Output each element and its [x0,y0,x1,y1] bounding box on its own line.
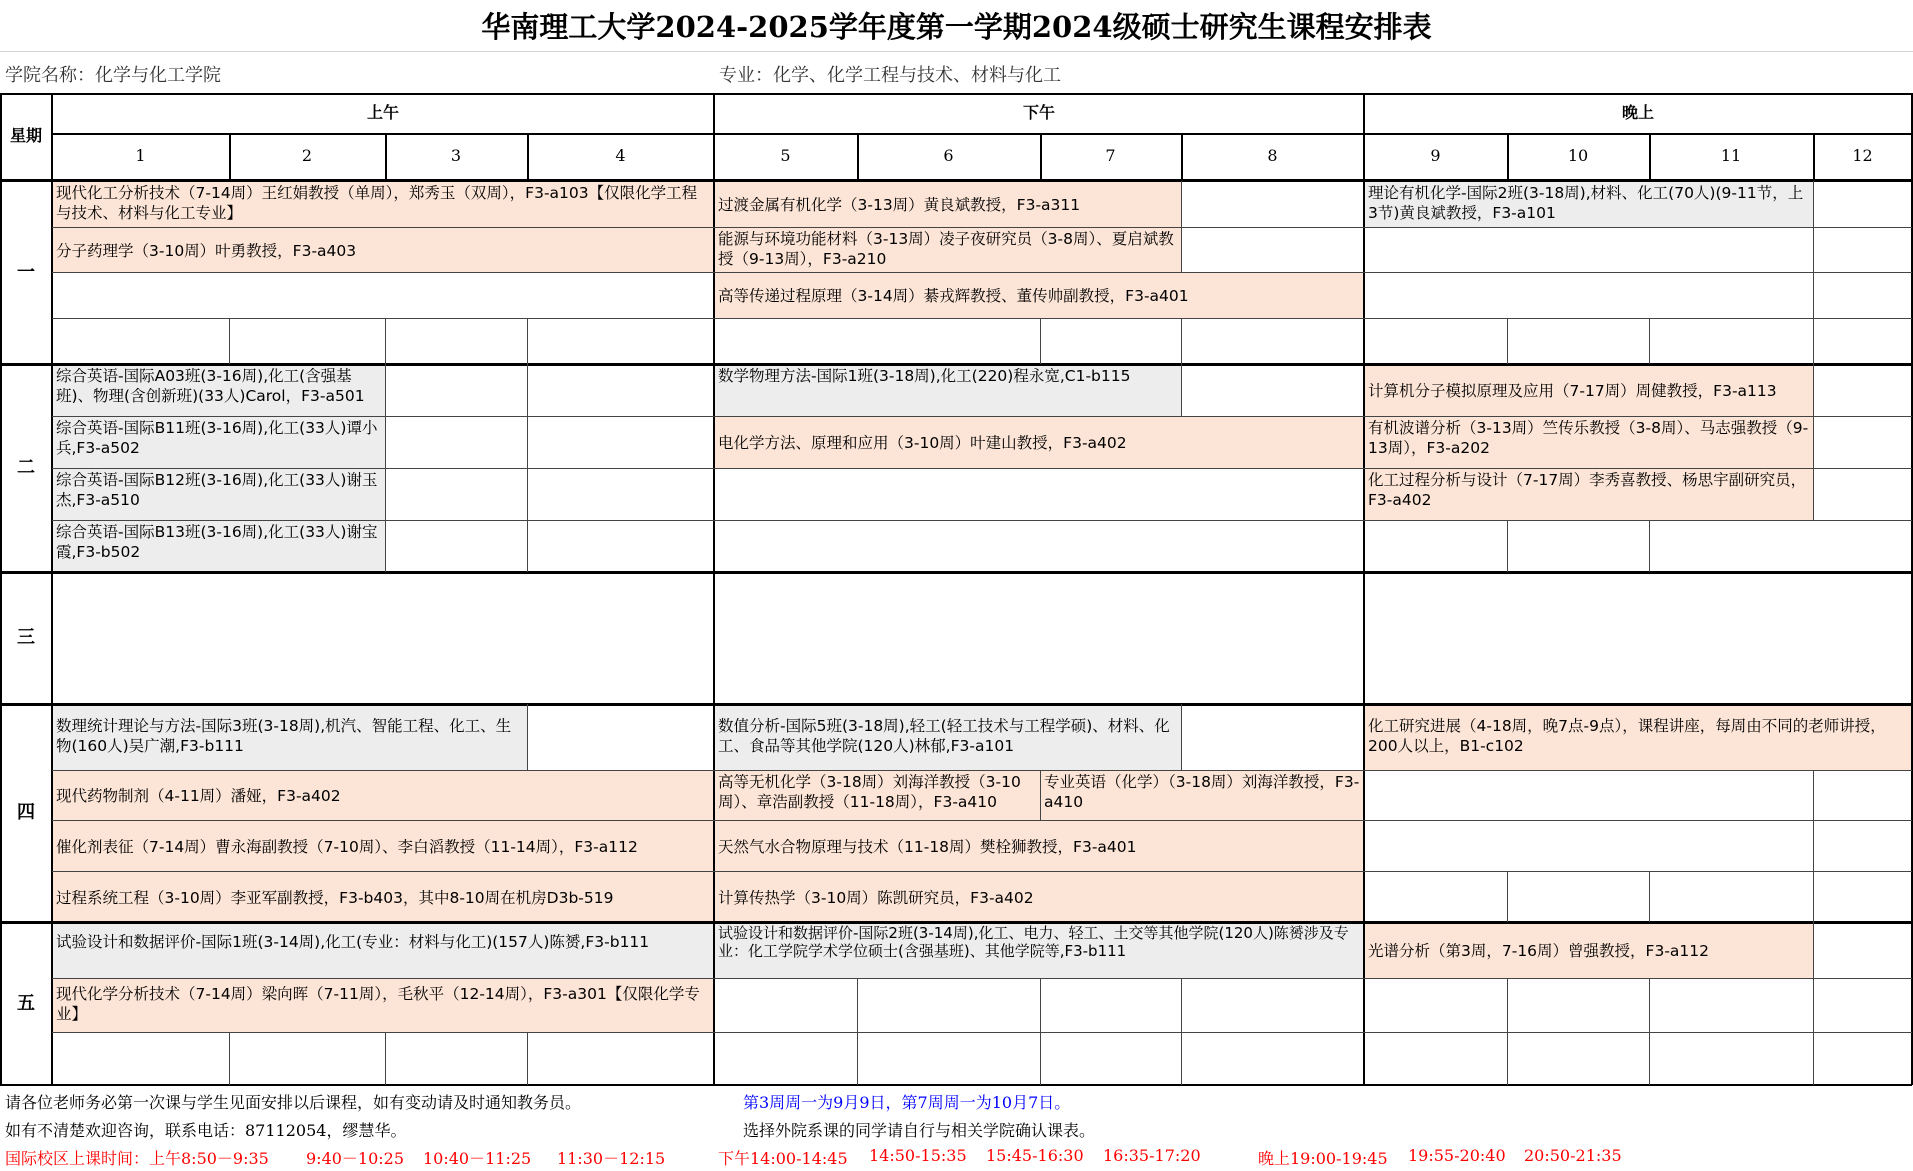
grid-line [527,1032,528,1085]
grid-line [1181,133,1183,179]
grid-line [385,1032,386,1085]
course-cell: 数理统计理论与方法-国际3班(3-18周),机汽、智能工程、化工、生物(160人)吴广潮,F3-b111 [52,704,527,770]
grid-line [1649,978,1650,1085]
day-thursday: 四 [17,802,35,823]
grid-line [385,364,386,572]
weekday-header: 星期 [9,126,42,145]
period-9: 9 [1430,146,1441,165]
grid-line [1181,364,1182,416]
evening-header: 晚上 [1621,103,1654,122]
day-tuesday: 二 [17,457,35,478]
class-time-afternoon-1: 下午14:00-14:45 [718,1149,848,1168]
grid-line [1649,133,1651,179]
period-1: 1 [135,146,146,165]
course-cell: 能源与环境功能材料（3-13周）凌子夜研究员（3-8周）、夏启斌教授（9-13周），F3-a210 [714,227,1181,272]
afternoon-header: 下午 [1022,103,1055,122]
period-12: 12 [1852,146,1873,165]
period-6: 6 [943,146,954,165]
grid-line [1181,978,1182,1085]
grid-line [1813,770,1814,922]
grid-line [1040,978,1041,1085]
grid-line [229,1032,230,1085]
course-cell: 计算机分子模拟原理及应用（7-17周）周健教授，F3-a113 [1364,364,1813,416]
course-cell: 分子药理学（3-10周）叶勇教授，F3-a403 [52,227,714,272]
grid-line [0,703,1912,706]
class-time-afternoon-4: 16:35-17:20 [1103,1146,1201,1165]
course-cell: 试验设计和数据评价-国际1班(3-14周),化工(专业：材料与化工)(157人)陈赟,F3-b111 [52,922,714,978]
course-cell: 理论有机化学-国际2班(3-18周),材料、化工(70人)(9-11节，上3节)黄良斌教授，F3-a101 [1364,181,1813,227]
grid-line [0,93,2,1085]
grid-line [52,1032,1912,1033]
class-time-morning-3: 10:40－11:25 [423,1149,532,1168]
grid-line [52,133,1912,135]
grid-line [1363,93,1365,1085]
course-cell: 过程系统工程（3-10周）李亚军副教授，F3-b403，其中8-10周在机房D3b-519 [52,871,714,922]
note-external-courses: 选择外院系课的同学请自行与相关学院确认课表。 [743,1121,1096,1140]
page-title: 华南理工大学2024-2025学年度第一学期2024级硕士研究生课程安排表 [0,0,1913,52]
grid-line [52,227,1912,228]
grid-line [229,318,230,364]
course-cell: 综合英语-国际B12班(3-16周),化工(33人)谢玉杰,F3-a510 [52,468,385,520]
class-time-evening-3: 20:50-21:35 [1524,1146,1622,1165]
grid-line [1813,318,1814,364]
grid-line [385,318,386,364]
course-cell: 现代化学分析技术（7-14周）梁向晖（7-11周），毛秋平（12-14周），F3-a301【仅限化学专业】 [52,978,714,1032]
note-contact-teachers: 请各位老师务必第一次课与学生见面安排以后课程，如有变动请及时通知教务员。 [5,1093,582,1112]
day-friday: 五 [17,992,35,1014]
grid-line [0,921,1912,924]
grid-line [52,318,1912,319]
grid-line [1813,133,1815,179]
class-time-afternoon-2: 14:50-15:35 [869,1146,967,1165]
course-cell: 电化学方法、原理和应用（3-10周）叶建山教授，F3-a402 [714,416,1364,468]
grid-line [0,179,1912,182]
course-cell: 综合英语-国际B11班(3-16周),化工(33人)谭小兵,F3-a502 [52,416,385,468]
grid-line [1649,871,1650,922]
period-11: 11 [1720,146,1742,165]
grid-line [1813,181,1814,318]
grid-line [51,93,53,1085]
grid-line [0,1084,1912,1086]
period-5: 5 [780,146,791,165]
grid-line [1181,318,1182,364]
grid-line [52,978,1912,979]
course-cell: 现代化工分析技术（7-14周）王红娟教授（单周），郑秀玉（双周），F3-a103【仅限化学工程与技术、材料与化工专业】 [52,181,714,227]
grid-line [1507,133,1509,179]
class-time-evening-2: 19:55-20:40 [1408,1146,1506,1165]
course-cell: 数值分析-国际5班(3-18周),轻工(轻工技术与工程学硕)、材料、化工、食品等其他学院(120人)林郁,F3-a101 [714,704,1181,770]
grid-line [1040,770,1041,820]
grid-line [1813,364,1814,520]
course-cell: 数学物理方法-国际1班(3-18周),化工(220)程永宽,C1-b115 [714,364,1181,416]
period-8: 8 [1267,146,1278,165]
grid-line [1181,704,1182,770]
grid-line [52,820,1912,821]
period-2: 2 [301,146,313,165]
grid-line [713,93,715,1085]
grid-line [0,93,1912,95]
grid-line [857,133,859,179]
grid-line [527,133,529,179]
course-cell: 计算传热学（3-10周）陈凯研究员，F3-a402 [714,871,1364,922]
grid-line [857,978,858,1085]
grid-line [1040,133,1042,179]
class-time-morning-1: 国际校区上课时间：上午8:50－9:35 [5,1149,269,1168]
grid-line [1649,520,1650,572]
college-name: 学院名称：化学与化工学院 [5,65,221,86]
grid-line [0,363,1912,366]
course-cell: 天然气水合物原理与技术（11-18周）樊栓狮教授，F3-a401 [714,820,1364,871]
course-cell: 综合英语-国际B13班(3-16周),化工(33人)谢宝霞,F3-b502 [52,520,385,572]
class-time-morning-4: 11:30－12:15 [557,1149,666,1168]
course-cell: 高等无机化学（3-18周）刘海洋教授（3-10周）、章浩副教授（11-18周），F3-a410 [714,770,1040,820]
period-7: 7 [1105,146,1116,165]
period-3: 3 [450,146,462,165]
course-cell: 化工过程分析与设计（7-17周）李秀喜教授、杨思宇副研究员，F3-a402 [1364,468,1813,520]
grid-line [1813,922,1814,1085]
note-week-dates: 第3周周一为9月9日，第7周周一为10月7日。 [743,1093,1071,1112]
period-10: 10 [1567,146,1589,165]
course-cell: 光谱分析（第3周，7-16周）曾强教授，F3-a112 [1364,922,1813,978]
morning-header: 上午 [366,103,399,122]
grid-line [385,133,387,179]
grid-line [1507,318,1508,364]
grid-line [1649,318,1650,364]
class-time-afternoon-3: 15:45-16:30 [986,1146,1084,1165]
day-wednesday: 三 [17,627,35,648]
grid-line [52,871,1912,872]
course-cell: 化工研究进展（4-18周，晚7点-9点），课程讲座，每周由不同的老师讲授，200人以上，B1-c102 [1364,704,1912,770]
grid-line [1181,181,1182,272]
grid-line [0,571,1912,574]
grid-line [52,468,1912,469]
class-time-evening-1: 晚上19:00-19:45 [1258,1149,1388,1168]
class-time-morning-2: 9:40－10:25 [306,1149,405,1168]
grid-line [52,416,1912,417]
course-cell: 催化剂表征（7-14周）曹永海副教授（7-10周）、李白滔教授（11-14周），F3-a112 [52,820,714,871]
grid-line [527,318,528,364]
grid-line [527,704,528,770]
note-consult: 如有不清楚欢迎咨询，联系电话：87112054，缪慧华。 [5,1121,407,1140]
course-cell: 过渡金属有机化学（3-13周）黄良斌教授，F3-a311 [714,181,1181,227]
grid-line [229,133,231,179]
period-4: 4 [615,146,626,165]
grid-line [1040,318,1041,364]
major-name: 专业：化学、化学工程与技术、材料与化工 [719,65,1061,86]
grid-line [1507,520,1508,572]
course-cell: 试验设计和数据评价-国际2班(3-14周),化工、电力、轻工、土交等其他学院(120人)陈赟涉及专业：化工学院学术学位硕士(含强基班)、其他学院等,F3-b111 [714,922,1364,978]
course-cell: 有机波谱分析（3-13周）竺传乐教授（3-8周）、马志强教授（9-13周），F3-a202 [1364,416,1813,468]
grid-line [1507,978,1508,1085]
grid-line [52,770,1912,771]
course-cell: 专业英语（化学）（3-18周）刘海洋教授，F3-a410 [1040,770,1364,820]
grid-line [52,272,1912,273]
grid-line [527,364,528,572]
day-monday: 一 [17,261,35,283]
course-cell: 现代药物制剂（4-11周）潘娅，F3-a402 [52,770,714,820]
grid-line [1507,871,1508,922]
course-cell: 综合英语-国际A03班(3-16周),化工(含强基班)、物理(含创新班)(33人)Carol，F3-a501 [52,364,385,416]
grid-line [52,520,1912,521]
course-cell: 高等传递过程原理（3-14周）綦戎辉教授、董传帅副教授，F3-a401 [714,272,1364,318]
